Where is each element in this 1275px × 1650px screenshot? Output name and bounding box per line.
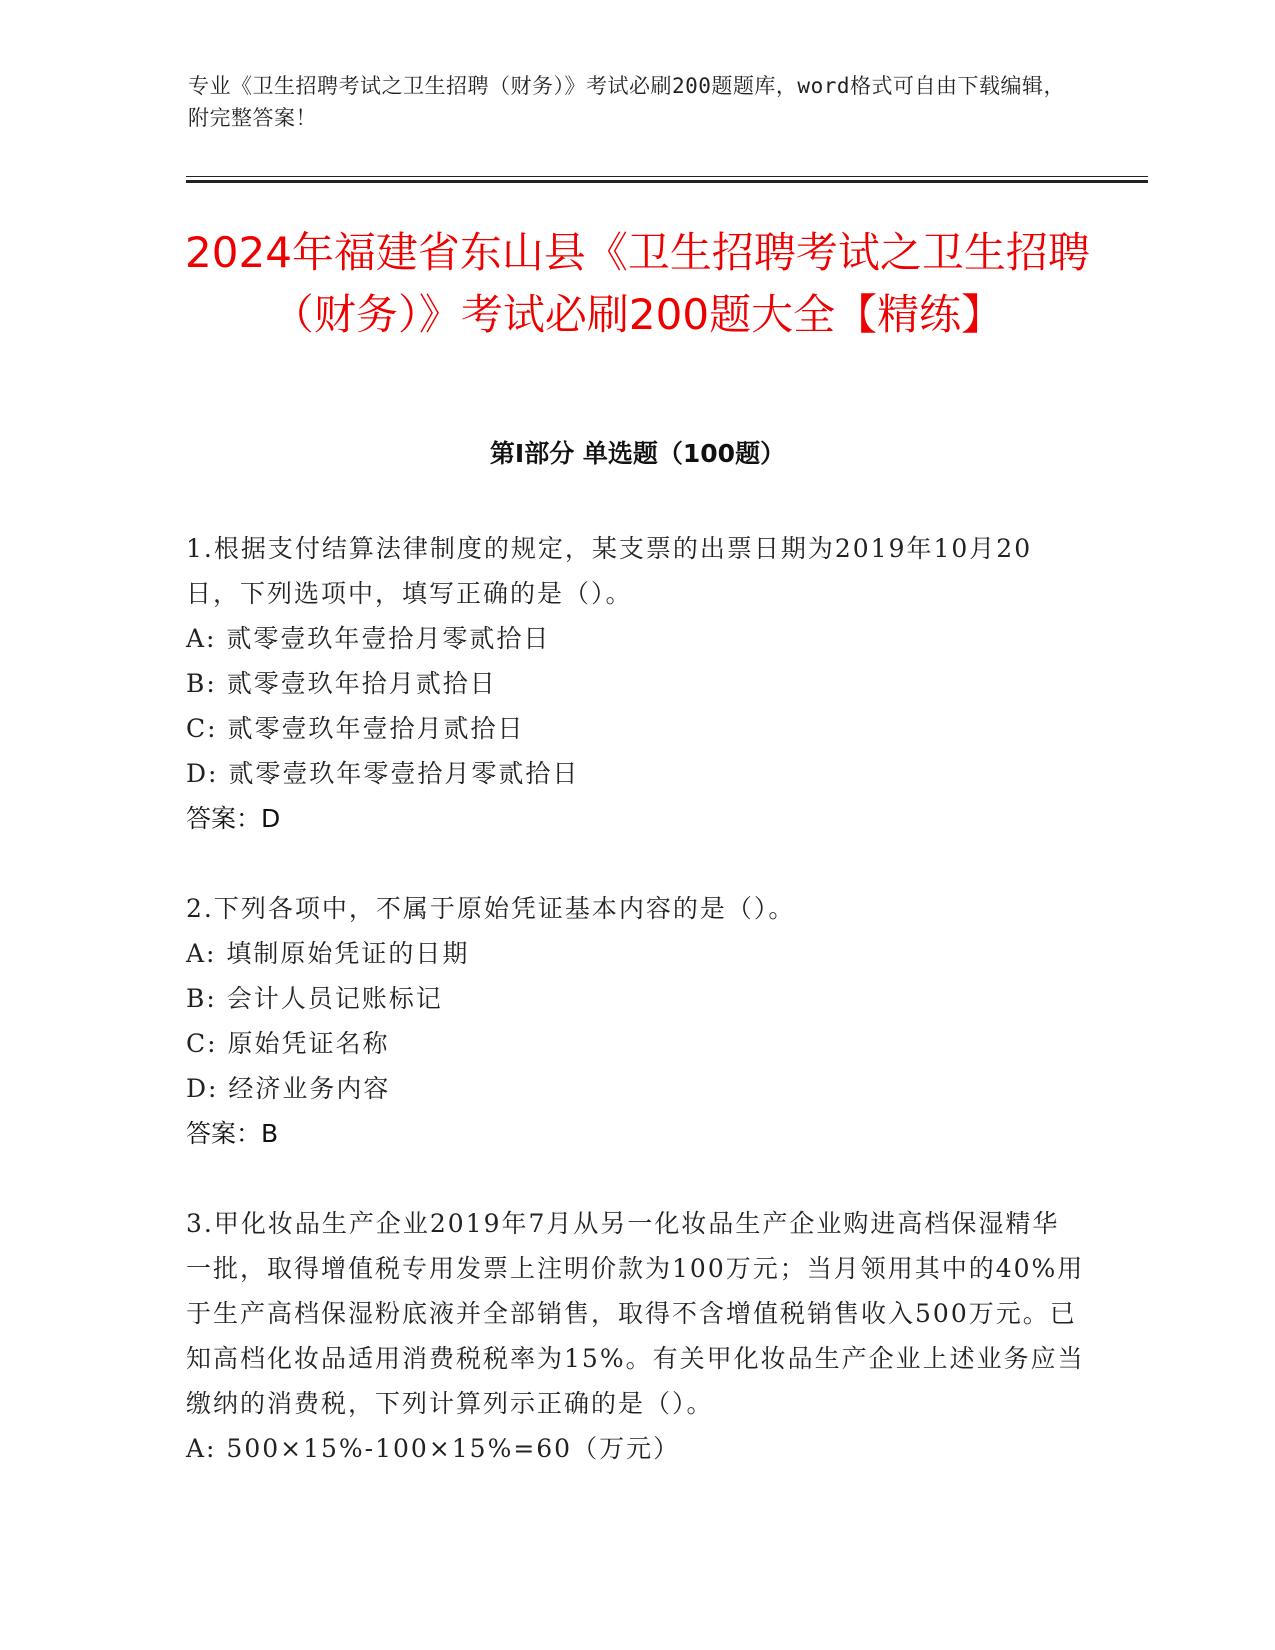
question-1 — [186, 526, 1086, 841]
option-d: D: 经济业务内容 — [186, 1074, 391, 1103]
document-title: 2024年福建省东山县《卫生招聘考试之卫生招聘（财务）》考试必刷200题大全【精练】 — [185, 228, 1090, 339]
option-c: C: 原始凭证名称 — [186, 1029, 390, 1058]
question-stem: 2.下列各项中，不属于原始凭证基本内容的是（）。 — [186, 894, 796, 923]
option-c: C: 贰零壹玖年壹拾月贰拾日 — [186, 714, 525, 743]
header-note: 专业《卫生招聘考试之卫生招聘（财务）》考试必刷200题题库，word格式可自由下载编辑，附完整答案！ — [188, 74, 1065, 130]
option-a: A: 贰零壹玖年壹拾月零贰拾日 — [186, 624, 551, 653]
option-a: A: 填制原始凭证的日期 — [186, 939, 470, 968]
option-b: B: 贰零壹玖年拾月贰拾日 — [186, 669, 497, 698]
answer-line: 答案：B — [186, 1119, 279, 1148]
question-list — [186, 526, 1086, 1516]
option-d: D: 贰零壹玖年零壹拾月零贰拾日 — [186, 759, 580, 788]
header-divider-thin — [186, 176, 1148, 177]
answer-line: 答案：D — [186, 804, 281, 833]
header-divider-thick — [186, 180, 1148, 183]
question-stem: 1.根据支付结算法律制度的规定，某支票的出票日期为2019年10月20日，下列选项中，填写正确的是（）。 — [186, 534, 1033, 608]
question-3 — [186, 1201, 1086, 1471]
question-stem: 3.甲化妆品生产企业2019年7月从另一化妆品生产企业购进高档保湿精华一批，取得增值税专用发票上注明价款为100万元；当月领用其中的40%用于生产高档保湿粉底液并全部销售，取得不含增值税销售收入500万元。已知高档化妆品适用消费税税率为15%。有关甲化妆品生产企业上述业务应当缴纳的消费税，下列计算列示正确的是（）。 — [186, 1209, 1085, 1418]
section-title: 第Ⅰ部分 单选题（100题） — [489, 439, 786, 468]
question-2 — [186, 886, 1086, 1156]
option-b: B: 会计人员记账标记 — [186, 984, 443, 1013]
option-a: A: 500×15%-100×15%=60（万元） — [186, 1434, 681, 1463]
